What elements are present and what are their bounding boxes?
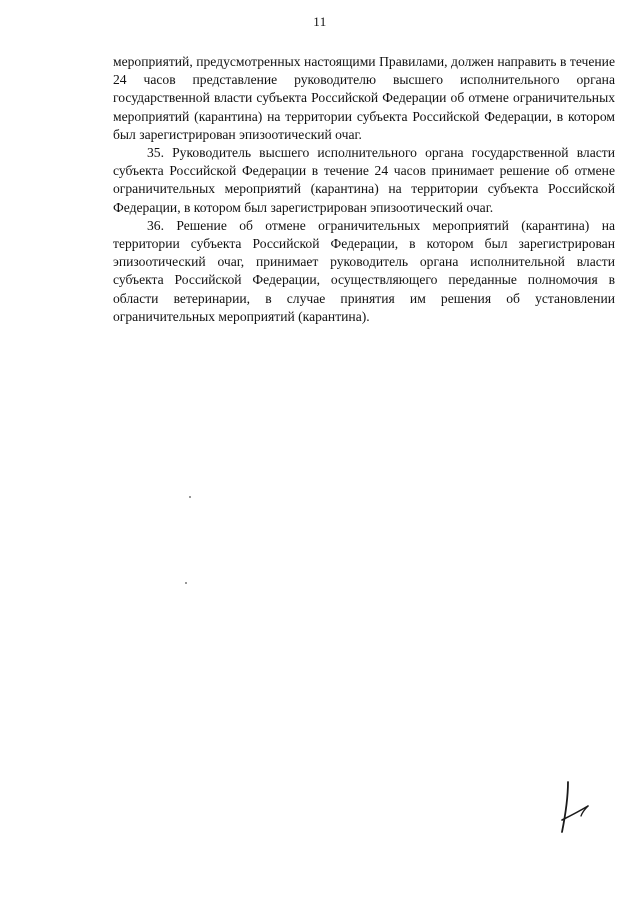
handwritten-signature-icon (548, 776, 598, 836)
document-body (113, 53, 615, 326)
paragraph-36: 36. Решение об отмене ограничительных мероприятий (карантина) на территории субъекта Российской Федерации, в котором был зарегистрирован эпизоотический очаг, принимает руководитель органа исполнительной власти субъекта Российской Федерации, осуществляющего переданные полномочия в области ветеринарии, в случае принятия им решения об установлении ограничительных мероприятий (карантина). (113, 217, 615, 324)
paragraph-continuation: мероприятий, предусмотренных настоящими Правилами, должен направить в течение 24 часов представление руководителю высшего исполнительного органа государственной власти субъекта Российской Федерации об отмене ограничительных мероприятий (карантина) на территории субъекта Российской Федерации, в котором был зарегистрирован эпизоотический очаг. (113, 54, 615, 142)
scan-speck (185, 582, 187, 584)
paragraph-35: 35. Руководитель высшего исполнительного органа государственной власти субъекта Российской Федерации в течение 24 часов принимает решение об отмене ограничительных мероприятий (карантина) на территории субъекта Российской Федерации, в котором был зарегистрирован эпизоотический очаг. (113, 145, 615, 215)
page-number: 11 (313, 14, 327, 29)
scan-speck (189, 496, 191, 498)
